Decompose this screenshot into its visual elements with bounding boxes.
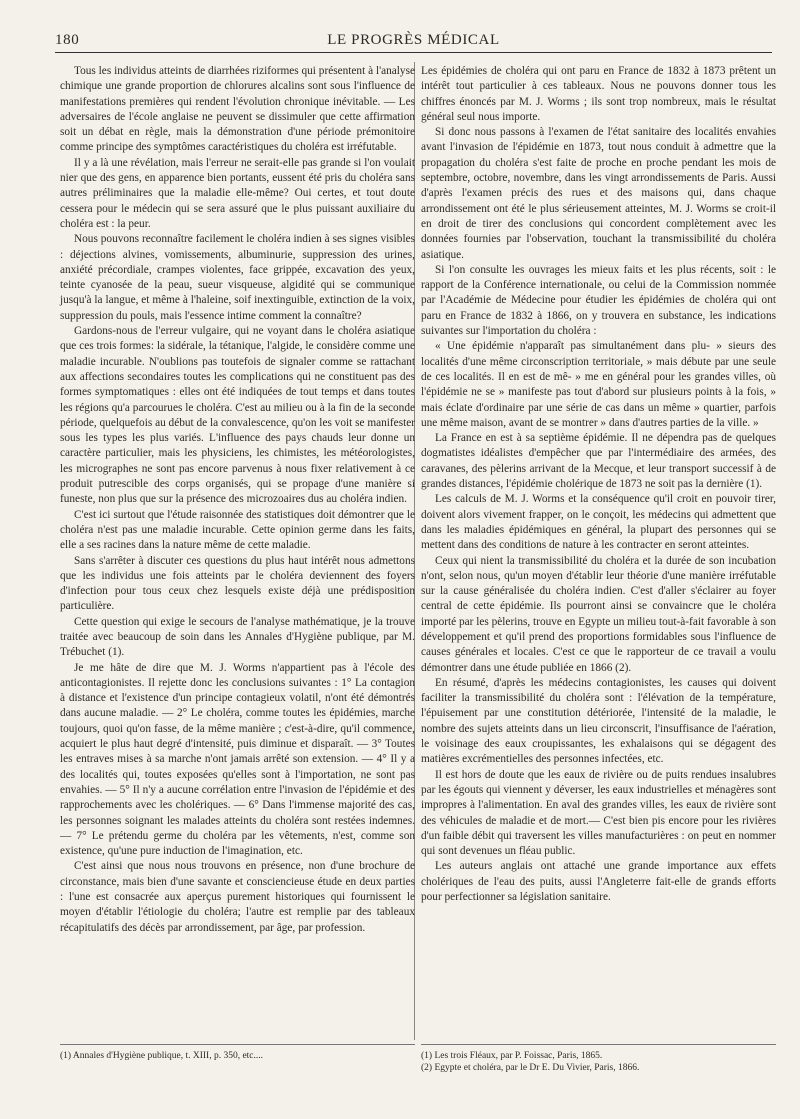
paragraph: Si l'on consulte les ouvrages les mieux faits et les plus récents, soit : le rapport de la Conférence internationale, ou celui de la Commission nommée par l'Académie de Médecine pour étudier les épidémies de choléra qui ont paru en France de 1832 à 1866, on y trouvera en substance, les indications suivantes sur l'importation du choléra : (421, 263, 776, 338)
footnotes-left (60, 1050, 415, 1062)
page-number: 180 (55, 32, 80, 48)
paragraph: En résumé, d'après les médecins contagionistes, les causes qui doivent faciliter la transmissibilité du choléra sont : l'élévation de la température, l'épuisement par une constitution détériorée, l'intensité de la maladie, le nombre des sujets atteints dans un lieu circonscrit, l'insuffisance de l'aération, le voisinage des eaux croupissantes, les exhalaisons qui se dégagent des matières excrémentielles des personnes infectées, etc. (421, 676, 776, 766)
footnote: (2) Egypte et choléra, par le Dr E. Du Vivier, Paris, 1866. (421, 1063, 640, 1073)
right-column (421, 64, 776, 905)
journal-title: LE PROGRÈS MÉDICAL (327, 32, 500, 48)
paragraph: Les auteurs anglais ont attaché une grande importance aux effets cholériques de l'eau des puits, aussi l'Angleterre fait-elle de grands efforts pour perfectionner sa législation sanitaire. (421, 860, 776, 904)
paragraph: C'est ici surtout que l'étude raisonnée des statistiques doit démontrer que le choléra n'est pas une maladie incurable. Cette opinion germe dans les faits, elle a ses racines dans la nature même de cette maladie. (60, 508, 415, 552)
footnote: (1) Les trois Fléaux, par P. Foissac, Paris, 1865. (421, 1051, 603, 1061)
left-column (60, 64, 415, 936)
footnote-rule-left (60, 1044, 415, 1045)
paragraph: Il est hors de doute que les eaux de rivière ou de puits rendues insalubres par les égouts qui viennent y déverser, les eaux industrielles et ménagères sont impropres à l'alimentation. En aval des grandes villes, les eaux de rivière sont des véhicules de maladie et de mort.— C'est bien pis encore pour les rivières d'un faible débit qui traversent les villes manufacturières : on peut en nommer qui sont devenues un fléau public. (421, 768, 776, 858)
quotation: « Une épidémie n'apparaît pas simultanément dans plu- » sieurs des localités d'une même circonscription territoriale, » mais débute par une seule de ces localités. Il en est de mê- » me en général pour les grandes villes, où l'épidémie ne se » manifeste pas tout d'abord sur plusieurs points à la fois, » mais éclate d'ordinaire par une série de cas dans un même » quartier, parfois une même maison, avant de se montrer » dans d'autres parties de la ville. » (421, 340, 776, 429)
paragraph: Gardons-nous de l'erreur vulgaire, qui ne voyant dans le choléra asiatique que ces trois formes: la sidérale, la tétanique, l'algide, le considère comme une maladie incurable. N'oublions pas toutefois de signaler comme se rattachant aux affections secondaires toutes les complications qui ne constituent pas des formes symptomatiques : elles ont été indiquées de tout temps et dans toutes les régions qu'a parcourues le choléra. C'est au milieu ou à la fin de la seconde période, quelquefois au début de la convalescence, qu'on les voit se manifester sous les types les plus variés. L'influence des pays chauds leur donne un caractère particulier, mais les physiciens, les chimistes, les météorologistes, les micrographes ne sont pas encore parvenus à nous fixer relativement à ce produit putrescible des corps organisés, qui se propage d'une manière si funeste, non plus que sur la présence des microzoaires dus au choléra indien. (60, 325, 415, 506)
paragraph: Cette question qui exige le secours de l'analyse mathématique, je la trouve traitée avec beaucoup de soin dans les Annales d'Hygiène publique, par M. Trébuchet (1). (60, 615, 415, 659)
paragraph: Ceux qui nient la transmissibilité du choléra et la durée de son incubation n'ont, selon nous, qu'un moyen d'établir leur théorie d'une manière irréfutable sur la cause généralisée du choléra indien. C'est d'aller s'éclairer au foyer central de cette épidémie. Ils pourront ainsi se convaincre que le choléra importé par les pèlerins, trouve en Egypte un milieu tout-à-fait favorable à son développement et qu'il prend des proportions formidables sous l'influence de causes générales et locales. C'est ce que le rapporteur de ce travail a voulu démontrer dans une étude publiée en 1866 (2). (421, 554, 776, 674)
paragraph: Il y a là une révélation, mais l'erreur ne serait-elle pas grande si l'on voulait nier que des gens, en apparence bien portants, eussent été pris du choléra sans autres préliminaires que la maladie elle-même? Oui certes, et tout doute cessera pour le médecin qui se sera assuré que le plus puissant auxiliaire du choléra est : la peur. (60, 156, 415, 230)
footnotes-right (421, 1050, 776, 1074)
paragraph: Sans s'arrêter à discuter ces questions du plus haut intérêt nous admettons que les individus une fois atteints par le choléra deviennent des foyers d'infection pour tous ceux chez lesquels existe déjà une prédisposition particulière. (60, 554, 415, 613)
paragraph: C'est ainsi que nous nous trouvons en présence, non d'une brochure de circonstance, mais bien d'une savante et consciencieuse étude en deux parties : l'une est consacrée aux aperçus purement historiques qui fournissent le moyen d'établir l'étiologie du choléra; l'autre est remplie par des tableaux récapitulatifs des décès par arrondissement, par âge, par profession. (60, 860, 415, 934)
header-rule (55, 52, 772, 53)
paragraph: Si donc nous passons à l'examen de l'état sanitaire des localités envahies avant l'invasion de l'épidémie en 1873, tout nous conduit à admettre que la propagation du choléra s'est faite de proche en proche pendant les mois de septembre, octobre, novembre, dans les vingt arrondissements de Paris. Aussi d'après l'examen précis des rues et des maisons qui, dans chaque arrondissement ont été le plus sérieusement atteintes, M. J. Worms se croit-il en droit de tirer des conclusions qui concordent complètement avec les données fournies par l'observation, touchant la transmissibilité du choléra asiatique. (421, 126, 776, 261)
paragraph: La France en est à sa septième épidémie. Il ne dépendra pas de quelques dogmatistes idéalistes d'empêcher que par l'intermédiaire des armées, des caravanes, des pèlerins arrivant de la Mecque, et leur transport successif à de grandes distances, l'épidémie cholérique de 1873 ne soit pas la dernière (1). (421, 432, 776, 491)
paragraph: Je me hâte de dire que M. J. Worms n'appartient pas à l'école des anticontagionistes. Il rejette donc les conclusions suivantes : 1° La contagion à distance et l'existence d'un principe contagieux volatil, n'ont été démontrés dans aucune maladie. — 2° Le choléra, comme toutes les épidémies, marche toujours, quoi qu'on fasse, de la même manière ; c'est-à-dire, qu'il commence, acquiert le plus haut degré d'intensité, puis diminue et disparaît. — 3° Toutes les entraves mises à sa marche n'ont jamais arrêté son extension. — 4° Il y a des localités qui, toutes exposées qu'elles sont à l'importation, ne sont pas envahies. — 5° Il n'y a aucune corrélation entre l'invasion de l'épidémie et des rapprochements avec les cholériques. — 6° Dans l'immense majorité des cas, les personnes soignant les malades atteints du choléra sont restées indemnes. — 7° Le prétendu germe du choléra par les vêtements, n'est, comme son existence, qu'une pure induction de l'imagination, etc. (60, 661, 415, 858)
footnote: (1) Annales d'Hygiène publique, t. XIII, p. 350, etc.... (60, 1051, 264, 1061)
page-header (55, 30, 772, 52)
paragraph: Les calculs de M. J. Worms et la conséquence qu'il croit en pouvoir tirer, doivent alors vivement frapper, on le conçoit, les médecins qui admettent que dans les maladies épidémiques en général, la plupart des personnes qui se mettent dans des conditions de nature à les contracter en seront atteintes. (421, 493, 776, 552)
paragraph: Nous pouvons reconnaître facilement le choléra indien à ses signes visibles : déjections alvines, vomissements, albuminurie, suppression des urines, anxiété précordiale, crampes violentes, face grippée, excavation des yeux, teinte cyanosée de la peau, sueur visqueuse, algidité qui se communique jusqu'à la langue, et même à l'haleine, soif inextinguible, extinction de la voix, suppression du pouls, mais l'essence intime comment la connaître? (60, 233, 415, 322)
paragraph: Les épidémies de choléra qui ont paru en France de 1832 à 1873 prêtent un intérêt tout particulier à ces tableaux. Nous ne pouvons donner tous les chiffres énoncés par M. J. Worms ; ils sont trop nombreux, mais le résultat général seul nous importe. (421, 65, 776, 123)
paragraph: Tous les individus atteints de diarrhées riziformes qui présentent à l'analyse chimique une grande proportion de chlorures alcalins sont sous l'influence de manifestations premières qui rendent l'évolution chronique inévitable. — Les adversaires de l'école anglaise ne peuvent se dissimuler que cette affirmation soit un débat en règle, mais la démonstration d'une période prémonitoire comme principe des symptômes caractéristiques du choléra est irréfutable. (60, 65, 415, 154)
footnote-rule-right (421, 1044, 776, 1045)
